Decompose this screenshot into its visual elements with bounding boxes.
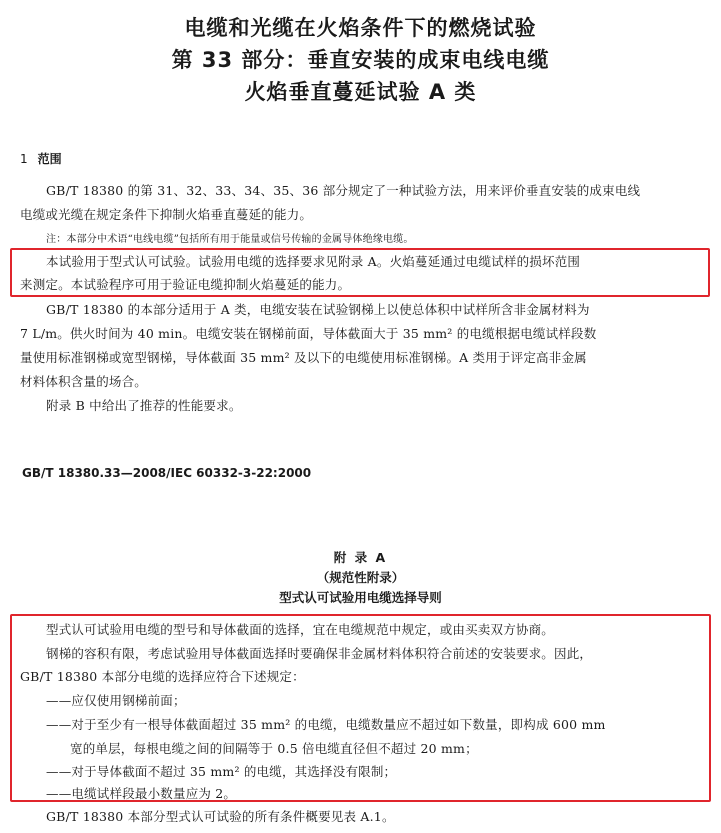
scope-p3-line3: 量使用标准钢梯或宽型钢梯，导体截面 35 mm² 及以下的电缆使用标准钢梯。A 类用于评定高非金属 [20, 350, 587, 365]
annex-title: 附 录 A [333, 550, 388, 565]
annex-subtitle: （规范性附录） [316, 570, 405, 585]
scope-note: 注：本部分中术语“电线电缆”包括所有用于能量或信号传输的金属导体绝缘电缆。 [46, 234, 414, 245]
annex-line-1: 型式认可试验用电缆的型号和导体截面的选择，宜在电缆规范中规定，或由买卖双方协商。 [46, 622, 555, 637]
document-title-line-1: 电缆和光缆在火焰条件下的燃烧试验 [184, 16, 537, 40]
annex-summary-line: GB/T 18380 本部分型式认可试验的所有条件概要见表 A.1。 [46, 809, 395, 824]
scope-p3-line2: 7 L/m。供火时间为 40 min。电缆安装在钢梯前面，导体截面大于 35 mm² 的电缆根据电缆试样段数 [20, 326, 597, 341]
document-title-line-3: 火焰垂直蔓延试验 A 类 [244, 80, 477, 104]
scope-p1-line2: 电缆或光缆在规定条件下抑制火焰垂直蔓延的能力。 [20, 207, 313, 222]
annex-list-item-1: ——应仅使用钢梯前面； [46, 693, 186, 708]
annex-heading: 型式认可试验用电缆选择导则 [279, 590, 442, 605]
annex-list-item-4: ——电缆试样段最小数量应为 2。 [46, 786, 237, 801]
scope-p3-line4: 材料体积含量的场合。 [20, 374, 148, 389]
scope-p4: 附录 B 中给出了推荐的性能要求。 [46, 398, 242, 413]
annex-line-2: 钢梯的容积有限，考虑试验用导体截面选择时要确保非金属材料体积符合前述的安装要求。因此， [46, 646, 593, 661]
scope-p3-line1: GB/T 18380 的本部分适用于 A 类，电缆安装在试验钢梯上以使总体积中试样所含非金属材料为 [46, 302, 590, 317]
annex-line-3: GB/T 18380 本部分电缆的选择应符合下述规定： [20, 669, 305, 684]
annex-list-item-3: ——对于导体截面不超过 35 mm² 的电缆，其选择没有限制； [46, 764, 397, 779]
annex-list-item-2-cont: 宽的单层，每根电缆之间的间隔等于 0.5 倍电缆直径但不超过 20 mm； [70, 741, 478, 756]
document-title-line-2: 第 33 部分：垂直安装的成束电线电缆 [171, 48, 550, 72]
section-title: 范围 [37, 152, 62, 166]
section-number: 1 [20, 152, 28, 166]
section-heading-scope [20, 150, 62, 167]
scope-p2-line1: 本试验用于型式认可试验。试验用电缆的选择要求见附录 A。火焰蔓延通过电缆试样的损坏范围 [46, 254, 581, 269]
scope-p1-line1: GB/T 18380 的第 31、32、33、34、35、36 部分规定了一种试验方法，用来评价垂直安装的成束电线 [46, 183, 641, 198]
standard-identifier: GB/T 18380.33—2008/IEC 60332-3-22:2000 [22, 466, 312, 480]
annex-list-item-2: ——对于至少有一根导体截面超过 35 mm² 的电缆，电缆数量应不超过如下数量，即构成 600 mm [46, 717, 606, 732]
scope-p2-line2: 来测定。本试验程序可用于验证电缆抑制火焰蔓延的能力。 [20, 277, 351, 292]
